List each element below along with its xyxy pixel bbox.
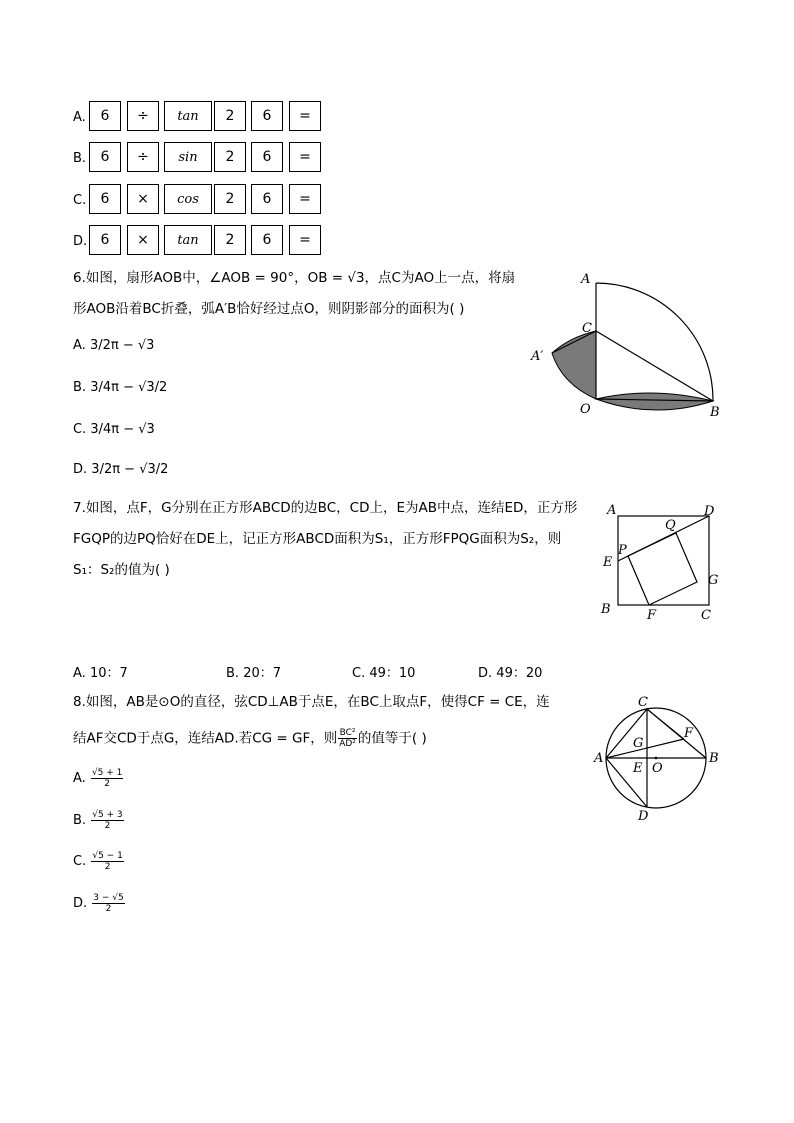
q8-option-b [73, 810, 125, 831]
q7-option-b-value: 20：7 [243, 666, 282, 681]
q6-option-a-label: A. [73, 338, 86, 353]
q8-option-c-num: √5 − 1 [92, 851, 123, 861]
q8-option-a-label: A. [73, 771, 86, 786]
key-6: 6 [251, 184, 283, 214]
key-cos: cos [164, 184, 212, 214]
q6-option-b [73, 380, 167, 395]
q6-option-b-text: 3/4π − √3/2 [90, 380, 168, 395]
q8-option-a-fraction [91, 768, 123, 789]
q7-option-a-label: A. [73, 666, 86, 681]
q5-option-a-label: A. [73, 110, 86, 125]
q8-label-b: B [709, 751, 719, 766]
q7-label-a: A [607, 503, 617, 518]
q8-option-c-label: C. [73, 854, 87, 869]
key-equals: = [289, 225, 321, 255]
q8-option-a [73, 768, 124, 789]
key-6: 6 [89, 225, 121, 255]
q8-label-o: O [652, 761, 663, 776]
key-6: 6 [89, 184, 121, 214]
q8-option-c-den: 2 [104, 862, 111, 872]
q8-option-b-num: √5 + 3 [92, 810, 123, 820]
q6-option-d [73, 462, 168, 477]
q7-figure [595, 500, 725, 625]
key-tan: tan [164, 101, 212, 131]
key-6: 6 [251, 142, 283, 172]
q8-fraction-num: BC² [339, 728, 356, 738]
key-multiply: × [127, 184, 159, 214]
q7-option-c-label: C. [352, 666, 366, 681]
q7-option-d [478, 662, 542, 681]
q8-option-a-num: √5 + 1 [91, 768, 123, 778]
q8-option-d-label: D. [73, 896, 88, 911]
key-tan: tan [164, 225, 212, 255]
key-sin: sin [164, 142, 212, 172]
q6-option-d-text: 3/2π − √3/2 [91, 462, 169, 477]
q7-label-e: E [603, 555, 613, 570]
q8-stem-line2 [73, 728, 427, 749]
q6-option-b-label: B. [73, 380, 87, 395]
q7-option-c-value: 49：10 [369, 666, 416, 681]
q8-label-a: A [594, 751, 604, 766]
q7-square-fgqp [628, 533, 697, 605]
q7-option-b-label: B. [226, 666, 240, 681]
q7-option-a-value: 10：7 [89, 666, 128, 681]
q6-option-c-text: 3/4π − √3 [90, 422, 155, 437]
q8-figure [588, 692, 723, 822]
q6-option-d-label: D. [73, 462, 88, 477]
q6-figure [520, 262, 730, 422]
q8-label-g: G [633, 736, 644, 751]
key-6: 6 [89, 142, 121, 172]
q6-option-a-text: 3/2π − √3 [89, 338, 155, 353]
q7-option-d-label: D. [478, 666, 493, 681]
key-2: 2 [214, 101, 246, 131]
q6-label-a: A [581, 272, 591, 287]
key-equals: = [289, 142, 321, 172]
q8-label-f: F [684, 726, 694, 741]
q6-label-o: O [580, 402, 591, 417]
q6-option-a [73, 338, 154, 353]
q7-option-d-value: 49：20 [496, 666, 543, 681]
q8-stem-line1: 8.如图，AB是⊙O的直径，弦CD⊥AB于点E，在BC上取点F，使得CF = CE，连 [73, 694, 550, 710]
q8-option-d-num: 3 − √5 [93, 893, 124, 903]
q5-option-d-label: D. [73, 234, 88, 249]
key-2: 2 [214, 184, 246, 214]
q6-shade-left [552, 331, 596, 399]
q6-segment-bc [596, 331, 713, 401]
key-6: 6 [89, 101, 121, 131]
q8-stem-line2-part1: 结AF交CD于点G，连结AD.若CG = GF，则 [73, 730, 338, 747]
q8-label-c: C [638, 695, 648, 710]
q8-option-d-den: 2 [105, 904, 112, 914]
q8-option-c-fraction [91, 851, 123, 872]
q7-label-p: P [618, 543, 627, 558]
q8-center-dot [655, 757, 658, 760]
q7-label-f: F [647, 608, 657, 623]
key-divide: ÷ [127, 101, 159, 131]
q8-option-b-fraction [91, 810, 123, 831]
q8-stem-fraction [338, 728, 357, 749]
q8-label-e: E [633, 761, 643, 776]
q8-option-b-label: B. [73, 813, 87, 828]
q7-label-d: D [704, 504, 715, 519]
q8-fraction-den: AD² [339, 739, 356, 749]
q5-option-b-label: B. [73, 151, 87, 166]
key-multiply: × [127, 225, 159, 255]
q6-label-a1: A′ [531, 349, 544, 364]
key-equals: = [289, 184, 321, 214]
q8-segment-af [606, 739, 684, 758]
q7-square-abcd [618, 516, 709, 605]
q8-option-b-den: 2 [104, 821, 111, 831]
q8-option-d [73, 893, 126, 914]
q7-label-g: G [708, 573, 719, 588]
q7-label-b: B [601, 602, 611, 617]
q7-stem-line3: S₁：S₂的值为( ) [73, 562, 170, 578]
key-2: 2 [214, 225, 246, 255]
q7-stem-line2: FGQP的边PQ恰好在DE上，记正方形ABCD面积为S₁，正方形FPQG面积为S₂，则 [73, 531, 562, 547]
key-6: 6 [251, 225, 283, 255]
q6-stem-line2: 形AOB沿着BC折叠，弧A′B恰好经过点O，则阴影部分的面积为( ) [73, 301, 465, 317]
q7-stem-line1: 7.如图，点F，G分别在正方形ABCD的边BC，CD上，E为AB中点，连结ED，正方形 [73, 500, 578, 516]
q6-shade-bottom2 [596, 393, 713, 410]
q7-option-b [226, 662, 281, 681]
q7-label-c: C [701, 608, 711, 623]
q6-label-c: C [582, 321, 592, 336]
q6-option-c-label: C. [73, 422, 87, 437]
q8-option-a-den: 2 [104, 779, 111, 789]
key-divide: ÷ [127, 142, 159, 172]
q7-option-a [73, 662, 128, 681]
q8-stem-line2-part2: 的值等于( ) [357, 730, 427, 747]
q8-option-d-fraction [92, 893, 124, 914]
q5-option-c-label: C. [73, 193, 87, 208]
q7-label-q: Q [665, 518, 676, 533]
key-2: 2 [214, 142, 246, 172]
q8-label-d: D [638, 809, 649, 822]
q6-stem-line1: 6.如图，扇形AOB中，∠AOB = 90°，OB = √3，点C为AO上一点，将扇 [73, 270, 516, 286]
q6-option-c [73, 422, 155, 437]
key-equals: = [289, 101, 321, 131]
key-6: 6 [251, 101, 283, 131]
q7-option-c [352, 662, 415, 681]
q8-option-c [73, 851, 125, 872]
q6-label-b: B [710, 405, 720, 420]
